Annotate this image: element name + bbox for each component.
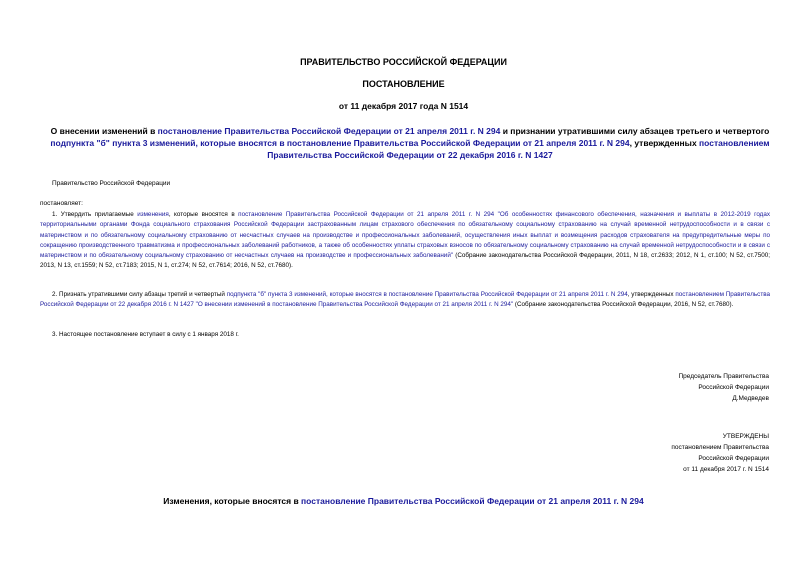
signature-position: Председатель Правительства [678, 373, 769, 380]
title-link-decree-1427[interactable]: постановлением Правительства Российской Федерации от 22 декабря 2016 г. N 1427 [267, 138, 770, 160]
approved-block [671, 431, 769, 475]
approved-date: от 11 декабря 2017 г. N 1514 [683, 466, 769, 473]
p2-link-decree-1427[interactable]: постановлением Правительства Российской Федерации от 22 декабря 2016 г. N 1427 "О внесении изменений в постановление Правительства Российской Федерации от 21 апреля 2011 г. N 294" [40, 291, 770, 309]
title-link-decree-294[interactable]: постановление Правительства Российской Федерации от 21 апреля 2011 г. N 294 [157, 126, 501, 136]
p1-link-changes[interactable]: изменения [137, 211, 169, 218]
title-text-1: О внесении изменений в [50, 126, 158, 136]
paragraph-3: 3. Настоящее постановление вступает в силу с 1 января 2018 г. [52, 331, 239, 338]
intro-text: Правительство Российской Федерации [52, 180, 171, 187]
changes-heading-link-decree-294[interactable]: постановление Правительства Российской Федерации от 21 апреля 2011 г. N 294 [301, 496, 644, 506]
signature-organization: Российской Федерации [698, 384, 769, 391]
p2-text-1: 2. Признать утратившими силу абзацы третий и четвертый [52, 291, 227, 298]
paragraph-1 [40, 210, 770, 272]
title-link-subparagraph[interactable]: подпункта "б" пункта 3 изменений, которые вносятся в постановление Правительства Российской Федерации от 21 апреля 2011 г. N 294 [50, 138, 630, 148]
paragraph-2 [40, 290, 770, 311]
changes-heading [0, 496, 807, 506]
p1-text-1: 1. Утвердить прилагаемые [52, 211, 138, 218]
p2-link-subparagraph[interactable]: подпункта "б" пункта 3 изменений, которые вносятся в постановление Правительства Российской Федерации от 21 апреля 2011 г. N 294 [226, 291, 628, 298]
p1-text-2: , которые вносятся в [168, 211, 239, 218]
approved-line-2: постановлением Правительства [671, 444, 769, 451]
government-title: ПРАВИТЕЛЬСТВО РОССИЙСКОЙ ФЕДЕРАЦИИ [300, 57, 507, 67]
changes-heading-text: Изменения, которые вносятся в [163, 496, 302, 506]
signature-block [678, 371, 769, 404]
p1-text-3: (Собрание законодательства Российской Федерации, 2011, N 18, ст.2633; 2012, N 1, ст.100; N 52, ст.7500; 2013, N 13, ст.1559; N 52, ст.7183; 2015, N 1, ст.274; N 52, ст.7614; 2016, N 52, ст.7680). [40, 252, 771, 270]
approved-line-3: Российской Федерации [698, 455, 769, 462]
approved-heading: УТВЕРЖДЕНЫ [722, 433, 769, 440]
document-type: ПОСТАНОВЛЕНИЕ [362, 79, 445, 89]
p2-text-2: , утвержденных [627, 291, 676, 298]
p2-text-3: (Собрание законодательства Российской Федерации, 2016, N 52, ст.7680). [513, 301, 734, 309]
title-text-2: и признании утратившими силу абзацев третьего и четвертого [500, 126, 770, 136]
p1-link-decree-294[interactable]: постановление Правительства Российской Федерации от 21 апреля 2011 г. N 294 "Об особенностях финансового обеспечения, назначения и выплаты в 2012-2019 годах территориальными органами Фонда социального страхования Российской Федерации застрахованным лицам страхового обеспечения по обязательному социальному страхованию на случай временной нетрудоспособности и в связи с материнством и по обязательному социальному страхованию от несчастных случаев на производстве и профессиональных заболеваний, осуществления иных выплат и возмещения расходов страхователя на предупредительные меры по сокращению производственного травматизма и профессиональных заболеваний работников, а также об особенностях уплаты страховых взносов по обязательному социальному страхованию на случай временной нетрудоспособности и в связи с материнством и по обязательному социальному страхованию от несчастных случаев на производстве и профессиональных заболеваний" [40, 211, 771, 260]
signature-name: Д.Медведев [732, 395, 769, 402]
document-title [50, 125, 770, 161]
document-date-number: от 11 декабря 2017 года N 1514 [338, 101, 469, 111]
decree-word: постановляет: [40, 200, 83, 207]
title-text-3: , утвержденных [629, 138, 700, 148]
